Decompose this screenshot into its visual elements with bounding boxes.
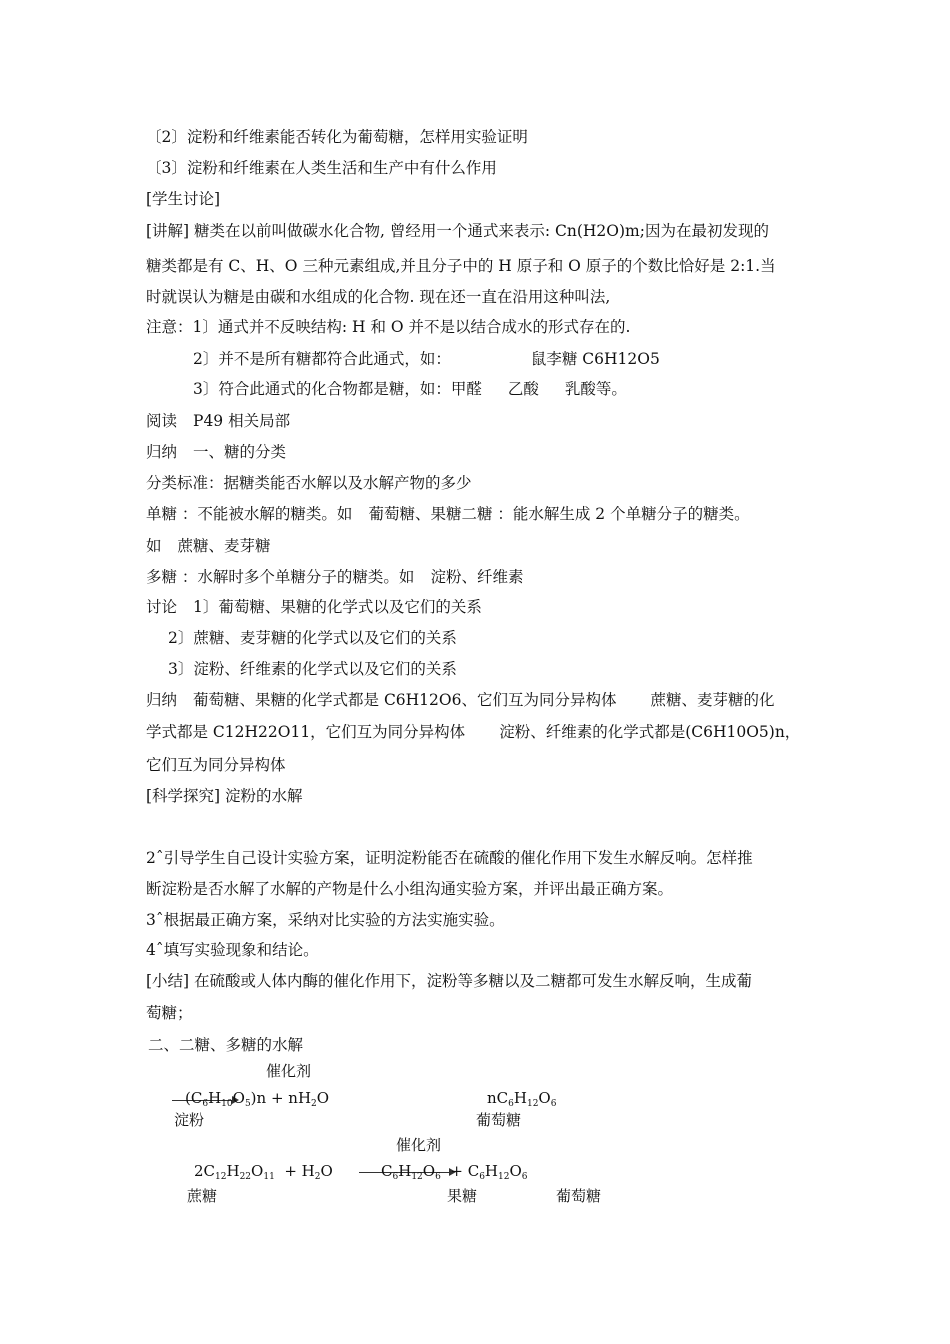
- eq1-catalyst: 催化剂: [266, 1062, 312, 1080]
- discussion-line-1: [146, 597, 482, 617]
- eq1-reactant-label: 淀粉: [174, 1111, 205, 1129]
- classification-criteria: 分类标准：据糖类能否水解以及水解产物的多少: [146, 474, 472, 492]
- question-2: 〔2〕淀粉和纤维素能否转化为葡萄糖，怎样用实验证明: [146, 128, 528, 146]
- conclusion-line-2: [146, 722, 800, 742]
- conclusion-starch: 淀粉、纤维素的化学式都是(C6H10O5)n，: [499, 723, 801, 741]
- eq1-reactants: $(C_6H_{10}O_5)n + nH_2O$: [185, 1089, 330, 1109]
- step-4: 4ˆ填写实验现象和结论。: [146, 941, 319, 959]
- eq1-product: $nC_6H_{12}O_6$: [487, 1089, 557, 1109]
- eq2-product-2-label: 葡萄糖: [556, 1187, 602, 1205]
- disaccharide-example-line: [146, 536, 271, 556]
- polysaccharide-line: [146, 567, 523, 587]
- discussion-item-1: 1〕葡萄糖、果糖的化学式以及它们的关系: [193, 598, 482, 616]
- eq2-reactants: $2C_{12}H_{22}O_{11} + H_2O$: [194, 1162, 333, 1182]
- summary-2-line-2: 萄糖；: [146, 1004, 193, 1022]
- note-3-lactic: 乳酸等。: [564, 380, 627, 398]
- note-line-3: [193, 379, 627, 399]
- conclusion-line-1: [146, 690, 775, 710]
- conclusion-line-3: 它们互为同分异构体: [146, 756, 286, 774]
- note-3-text: 3〕符合此通式的化合物都是糖，如：甲醛: [193, 380, 482, 398]
- monosaccharide-def: 单糖 ：不能被水解的糖类。如: [146, 505, 353, 523]
- note-2-text: 2〕并不是所有糖都符合此通式，如：: [193, 350, 451, 368]
- discussion-item-3: 3〕淀粉、纤维素的化学式以及它们的关系: [168, 660, 457, 678]
- explanation-line-2: 糖类都是有 C、H、O 三种元素组成,并且分子中的 H 原子和 O 原子的个数比恰好是 2:1.当: [146, 257, 776, 275]
- note-line-2: [193, 349, 660, 369]
- explanation-line-1: [讲解] 糖类在以前叫做碳水化合物, 曾经用一个通式来表示: Cn(H2O)m;因为在最初发现的: [146, 222, 769, 240]
- hydrolysis-heading: 二、二糖、多糖的水解: [148, 1036, 304, 1054]
- disaccharide-examples: 蔗糖、麦芽糖: [177, 537, 271, 555]
- step-2-line-2: 断淀粉是否水解了水解的产物是什么小组沟通实验方案，并评出最正确方案。: [146, 880, 674, 898]
- eq2-reactant-label: 蔗糖: [187, 1187, 218, 1205]
- science-explore-heading: [科学探究] 淀粉的水解: [146, 787, 303, 805]
- monosaccharide-line: [146, 504, 750, 524]
- step-3: 3ˆ根据最正确方案，采纳对比实验的方法实施实验。: [146, 911, 505, 929]
- student-discussion-heading: [学生讨论]: [146, 190, 221, 208]
- discussion-item-2: 2〕蔗糖、麦芽糖的化学式以及它们的关系: [168, 629, 457, 647]
- conclusion-label: 归纳: [146, 691, 178, 709]
- disaccharide-def: 葡萄糖、果糖二糖 ：能水解生成 2 个单糖分子的糖类。: [368, 505, 750, 523]
- polysaccharide-def: 多糖 ：水解时多个单糖分子的糖类。如: [146, 568, 415, 586]
- summary-2-line-1: [小结] 在硫酸或人体内酶的催化作用下，淀粉等多糖以及二糖都可发生水解反响，生成葡: [146, 972, 753, 990]
- eq2-catalyst: 催化剂: [396, 1136, 442, 1154]
- note-2-example: 鼠李糖 C6H12O5: [530, 350, 660, 368]
- conclusion-sucrose-end: 学式都是 C12H22O11，它们互为同分异构体: [146, 723, 466, 741]
- conclusion-glucose: 葡萄糖、果糖的化学式都是 C6H12O6、它们互为同分异构体: [193, 691, 617, 709]
- eq2-products: $C_6H_{12}O_6 + C_6H_{12}O_6$: [381, 1162, 528, 1182]
- polysaccharide-examples: 淀粉、纤维素: [430, 568, 524, 586]
- conclusion-sucrose-start: 蔗糖、麦芽糖的化: [650, 691, 775, 709]
- note-line-1: 注意：1〕通式并不反映结构: H 和 O 并不是以结合成水的形式存在的.: [146, 318, 631, 336]
- reading-label: 阅读: [146, 412, 178, 430]
- eq2-product-1-label: 果糖: [447, 1187, 478, 1205]
- eq1-product-label: 葡萄糖: [476, 1111, 522, 1129]
- summary-heading: 一、糖的分类: [193, 443, 287, 461]
- reading-ref: P49 相关局部: [193, 412, 291, 430]
- discussion-label: 讨论: [146, 598, 178, 616]
- question-3: 〔3〕淀粉和纤维素在人类生活和生产中有什么作用: [146, 159, 497, 177]
- summary-line: [146, 442, 286, 462]
- step-2-line-1: 2ˆ引导学生自己设计实验方案，证明淀粉能否在硫酸的催化作用下发生水解反响。怎样推: [146, 849, 753, 867]
- summary-label: 归纳: [146, 443, 178, 461]
- example-label: 如: [146, 537, 162, 555]
- explanation-line-3: 时就误认为糖是由碳和水组成的化合物. 现在还一直在沿用这种叫法,: [146, 288, 611, 306]
- note-3-acetic: 乙酸: [507, 380, 539, 398]
- reading-line: [146, 411, 290, 431]
